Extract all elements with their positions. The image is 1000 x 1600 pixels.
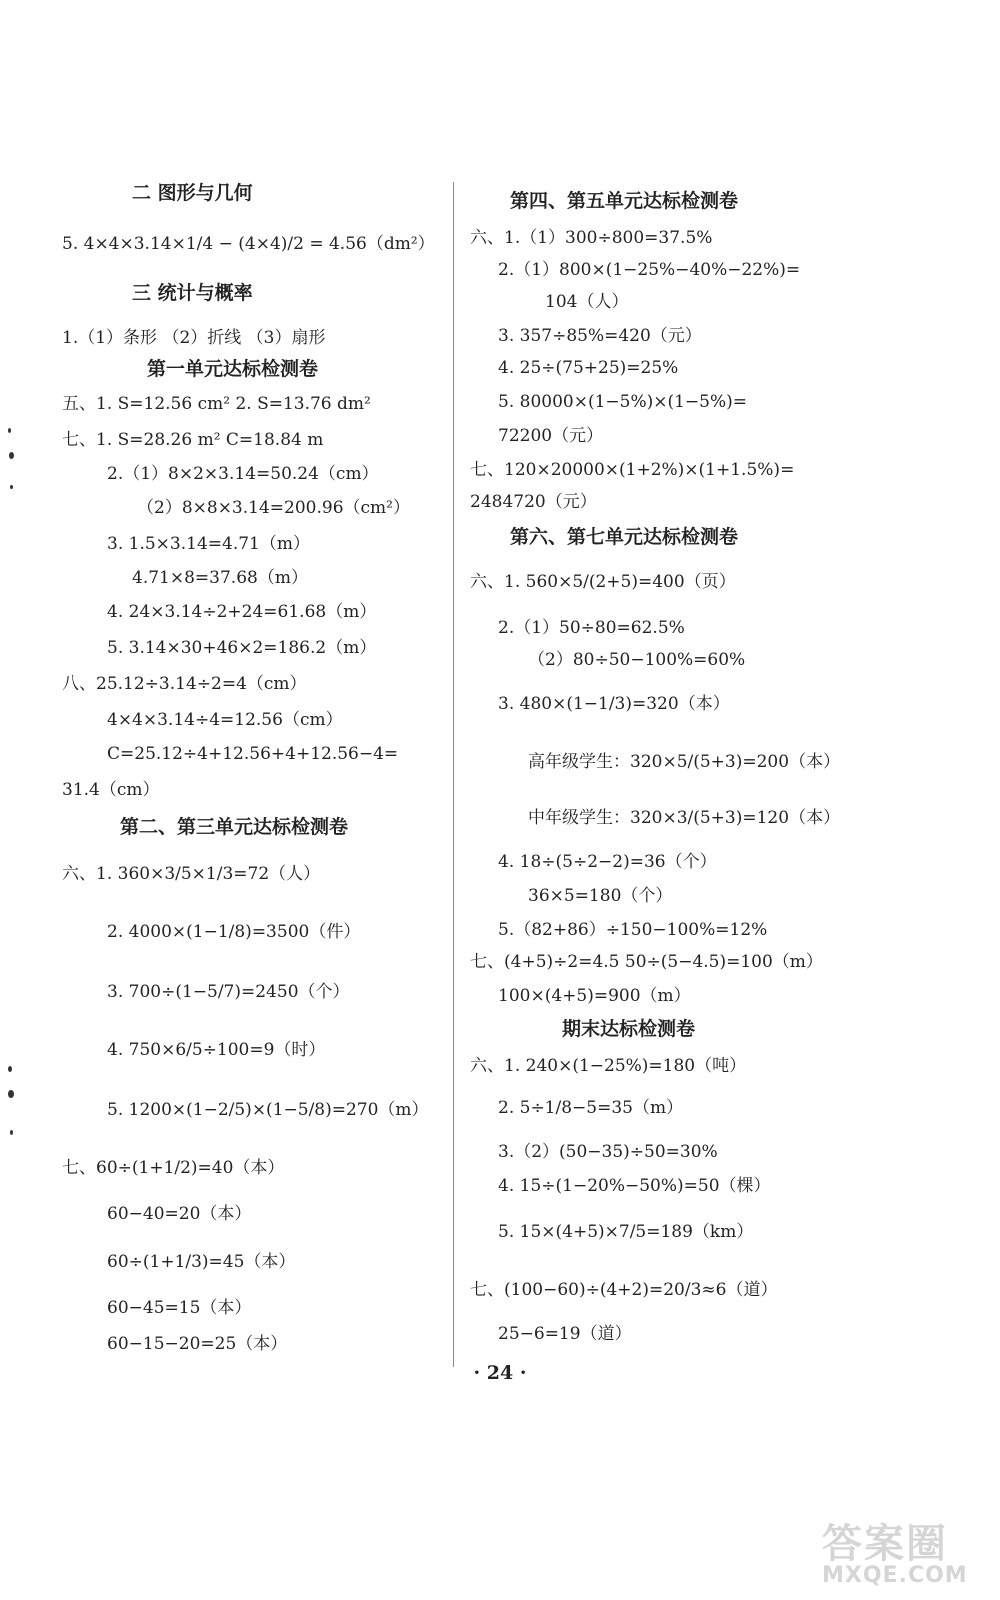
answer-line: 4. 24×3.14÷2+24=61.68（m） <box>107 602 377 622</box>
answer-line: 高年级学生：320×5/(5+3)=200（本） <box>528 752 841 772</box>
answer-line: 2.（1）800×(1−25%−40%−22%)= <box>498 260 801 280</box>
scan-speck <box>8 1090 14 1098</box>
scan-speck <box>10 485 13 489</box>
answer-line: 5. 4×4×3.14×1/4 − (4×4)/2 = 4.56（dm²） <box>62 234 435 254</box>
answer-line: 4. 25÷(75+25)=25% <box>498 358 679 378</box>
scan-speck <box>8 428 11 433</box>
answer-line: 72200（元） <box>498 426 604 446</box>
answer-line: 4. 750×6/5÷100=9（时） <box>107 1040 326 1060</box>
answer-line: 31.4（cm） <box>62 780 160 800</box>
answer-line: 4.71×8=37.68（m） <box>132 568 308 588</box>
section-heading: 期末达标检测卷 <box>562 1018 696 1040</box>
answer-line: 4. 15÷(1−20%−50%)=50（棵） <box>498 1176 771 1196</box>
answer-line: 1.（1）条形 （2）折线 （3）扇形 <box>62 328 326 348</box>
answer-line: 3.（2）(50−35)÷50=30% <box>498 1142 718 1162</box>
scan-speck <box>8 1066 12 1072</box>
answer-line: 5. 3.14×30+46×2=186.2（m） <box>107 638 377 658</box>
answer-line: 五、1. S=12.56 cm² 2. S=13.76 dm² <box>62 394 371 414</box>
answer-line: （2）8×8×3.14=200.96（cm²） <box>137 498 410 518</box>
scan-speck <box>10 1130 13 1135</box>
answer-line: 60−45=15（本） <box>107 1298 252 1318</box>
page-number: · 24 · <box>473 1362 527 1384</box>
watermark-logo <box>822 1512 982 1588</box>
section-heading: 第二、第三单元达标检测卷 <box>120 816 349 838</box>
answer-line: 2. 4000×(1−1/8)=3500（件） <box>107 922 361 942</box>
section-heading: 二 图形与几何 <box>132 182 253 204</box>
answer-line: 60−40=20（本） <box>107 1204 252 1224</box>
answer-line: C=25.12÷4+12.56+4+12.56−4= <box>107 744 399 764</box>
answer-line: 4×4×3.14÷4=12.56（cm） <box>107 710 343 730</box>
answer-line: 2484720（元） <box>470 492 597 512</box>
answer-line: 六、1. 360×3/5×1/3=72（人） <box>62 864 321 884</box>
answer-line: 2.（1）50÷80=62.5% <box>498 618 685 638</box>
answer-line: 5. 80000×(1−5%)×(1−5%)= <box>498 392 748 412</box>
answer-line: 六、1. 240×(1−25%)=180（吨） <box>470 1056 747 1076</box>
answer-line: 2.（1）8×2×3.14=50.24（cm） <box>107 464 379 484</box>
section-heading: 三 统计与概率 <box>132 282 253 304</box>
answer-line: 六、1.（1）300÷800=37.5% <box>470 228 713 248</box>
answer-line: 3. 700÷(1−5/7)=2450（个） <box>107 982 350 1002</box>
answer-line: 八、25.12÷3.14÷2=4（cm） <box>62 674 307 694</box>
answer-line: 4. 18÷(5÷2−2)=36（个） <box>498 852 717 872</box>
answer-line: 七、(100−60)÷(4+2)=20/3≈6（道） <box>470 1280 778 1300</box>
section-heading: 第四、第五单元达标检测卷 <box>510 190 739 212</box>
answer-line: 25−6=19（道） <box>498 1324 632 1344</box>
watermark-text: 答案圈 <box>822 1521 948 1567</box>
column-divider <box>453 182 454 1367</box>
answer-line: 5.（82+86）÷150−100%=12% <box>498 920 768 940</box>
answer-line: 36×5=180（个） <box>528 886 673 906</box>
answer-line: 2. 5÷1/8−5=35（m） <box>498 1098 684 1118</box>
answer-line: 5. 1200×(1−2/5)×(1−5/8)=270（m） <box>107 1100 429 1120</box>
section-heading: 第一单元达标检测卷 <box>147 358 319 380</box>
answer-line: 七、120×20000×(1+2%)×(1+1.5%)= <box>470 460 795 480</box>
answer-line: 60−15−20=25（本） <box>107 1334 288 1354</box>
answer-line: 六、1. 560×5/(2+5)=400（页） <box>470 572 736 592</box>
answer-line: 3. 480×(1−1/3)=320（本） <box>498 694 730 714</box>
answer-line: （2）80÷50−100%=60% <box>528 650 746 670</box>
answer-line: 七、1. S=28.26 m² C=18.84 m <box>62 430 324 450</box>
answer-line: 七、60÷(1+1/2)=40（本） <box>62 1158 285 1178</box>
answer-line: 3. 357÷85%=420（元） <box>498 326 702 346</box>
scan-speck <box>9 452 14 459</box>
answer-line: 5. 15×(4+5)×7/5=189（km） <box>498 1222 754 1242</box>
answer-line: 104（人） <box>545 292 629 312</box>
answer-line: 七、(4+5)÷2=4.5 50÷(5−4.5)=100（m） <box>470 952 823 972</box>
watermark-url: MXQE.COM <box>822 1563 968 1588</box>
answer-line: 60÷(1+1/3)=45（本） <box>107 1252 296 1272</box>
answer-line: 100×(4+5)=900（m） <box>498 986 691 1006</box>
answer-line: 3. 1.5×3.14=4.71（m） <box>107 534 310 554</box>
answer-line: 中年级学生：320×3/(5+3)=120（本） <box>528 808 841 828</box>
section-heading: 第六、第七单元达标检测卷 <box>510 526 739 548</box>
